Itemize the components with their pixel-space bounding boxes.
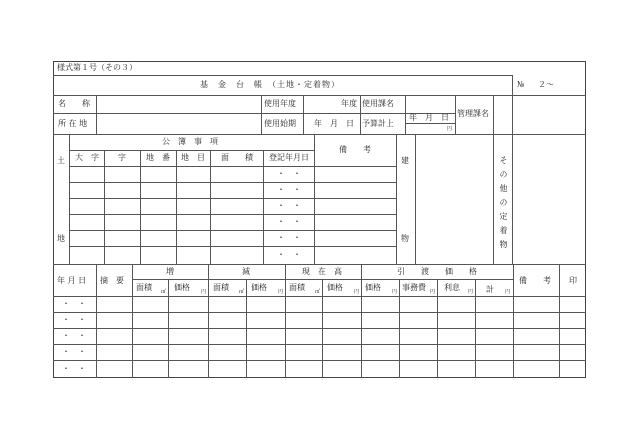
line-land-side <box>69 134 70 264</box>
cur-area-unit: ㎡ <box>315 289 321 295</box>
line-land-row <box>69 230 396 231</box>
ledger-row-date: ・ ・ <box>62 331 86 340</box>
land-row-date: ・ ・ <box>277 201 301 210</box>
land-row-date: ・ ・ <box>277 185 301 194</box>
line-land-col <box>210 150 211 264</box>
budget-yen-unit: 円 <box>447 126 453 132</box>
inc-price-label: 価格 <box>174 283 190 292</box>
line-ledger-col <box>475 279 476 378</box>
line-after-mgmt <box>493 95 494 134</box>
line-header-bottom <box>53 134 586 135</box>
line-ledger-col <box>361 264 362 378</box>
line-land-row <box>69 214 396 215</box>
ledger-grp-increase: 増 <box>166 267 174 276</box>
use-start-label: 使用始期 <box>264 119 296 128</box>
col-chimoku: 地 目 <box>181 153 205 162</box>
line-ledger-col <box>559 264 560 378</box>
ledger-row-date: ・ ・ <box>62 299 86 308</box>
building-side-top: 建 <box>401 156 409 165</box>
land-row-date: ・ ・ <box>277 233 301 242</box>
trans-interest-label: 利息 <box>444 283 460 292</box>
col-touki: 登記年月日 <box>269 153 309 162</box>
line-after-labels <box>96 95 97 134</box>
other-fixtures-label: その他の定着物 <box>499 156 508 254</box>
line-budget-split <box>405 123 455 124</box>
land-row-date: ・ ・ <box>277 169 301 178</box>
col-menseki: 面 積 <box>221 153 253 162</box>
trans-price-label: 価格 <box>365 283 381 292</box>
ledger-col-summary: 摘 要 <box>100 276 124 285</box>
land-side-top: 土 <box>57 156 65 165</box>
cur-price-label: 価格 <box>327 283 343 292</box>
year-unit: 年度 <box>341 99 357 108</box>
no-label: № <box>517 80 525 89</box>
ledger-grp-decrease: 減 <box>242 267 250 276</box>
line-ledger-col <box>285 264 286 378</box>
name-label: 名 称 <box>58 99 90 108</box>
inc-price-unit: 円 <box>201 289 207 295</box>
col-oaza: 大 字 <box>75 153 99 162</box>
line-land-row <box>69 198 396 199</box>
use-year-label: 使用年度 <box>264 99 296 108</box>
dec-area-label: 面積 <box>213 283 229 292</box>
line-before-mgmt <box>455 95 456 134</box>
line-land-col <box>104 150 105 264</box>
land-row-date: ・ ・ <box>277 217 301 226</box>
line-land-row <box>69 246 396 247</box>
line-ledger-col <box>513 264 514 378</box>
line-ledger-col <box>322 279 323 378</box>
line-land-row <box>69 182 396 183</box>
ledger-grp-current: 現 在 高 <box>302 267 342 276</box>
line-ledger-col <box>96 264 97 378</box>
ledger-grp-transfer: 引 渡 価 格 <box>397 267 477 276</box>
line-ledger-col <box>168 279 169 378</box>
dec-price-unit: 円 <box>278 289 284 295</box>
col-chiban: 地 番 <box>146 153 170 162</box>
location-label: 所 在 地 <box>58 119 88 128</box>
use-section-label: 使用課名 <box>362 99 394 108</box>
line-building-side <box>396 134 397 264</box>
line-before-section <box>360 95 361 134</box>
ledger-col-remarks: 備 考 <box>519 276 551 285</box>
inc-area-unit: ㎡ <box>161 289 167 295</box>
line-fixture-side <box>512 134 513 264</box>
start-date-units: 年 月 日 <box>314 119 354 128</box>
line-ledger-col <box>132 264 133 378</box>
line-ledger-col <box>246 279 247 378</box>
trans-fee-unit: 円 <box>430 289 436 295</box>
cur-area-label: 面積 <box>289 283 305 292</box>
form-id: 様式第１号（その３） <box>57 63 137 72</box>
line-land-col <box>314 134 315 264</box>
line-fixture-side <box>493 134 494 264</box>
dec-area-unit: ㎡ <box>239 289 245 295</box>
building-side-bottom: 物 <box>401 234 409 243</box>
line-no-box <box>512 75 513 134</box>
line-land-sub <box>69 150 314 151</box>
ledger-row-date: ・ ・ <box>62 364 86 373</box>
line-ledger-col <box>437 279 438 378</box>
line-land-col <box>263 150 264 264</box>
trans-total-unit: 円 <box>505 289 511 295</box>
public-register-label: 公 簿 事 項 <box>162 137 218 146</box>
line-building-side <box>415 134 416 264</box>
mgmt-section-label: 管理課名 <box>457 109 489 118</box>
inc-area-label: 面積 <box>136 283 152 292</box>
trans-fee-label: 事務費 <box>402 283 426 292</box>
trans-total-label: 計 <box>486 285 494 294</box>
line-ledger-col <box>208 264 209 378</box>
line-land-col <box>140 150 141 264</box>
ledger-title: 基 金 台 帳 （土地・定着物） <box>200 80 340 89</box>
ledger-row-date: ・ ・ <box>62 315 86 324</box>
trans-interest-unit: 円 <box>468 289 474 295</box>
line-after-useyear <box>303 95 304 134</box>
col-aza: 字 <box>118 153 126 162</box>
ledger-col-seal: 印 <box>569 276 577 285</box>
line-ledger-col <box>399 279 400 378</box>
line-under-title <box>53 95 586 96</box>
line-land-colheads <box>69 166 396 167</box>
ledger-row-date: ・ ・ <box>62 347 86 356</box>
land-row-date: ・ ・ <box>277 250 301 259</box>
land-side-bottom: 地 <box>57 234 65 243</box>
budget-label: 予算計上 <box>362 119 394 128</box>
line-name-row <box>53 113 455 114</box>
cur-price-unit: 円 <box>354 289 360 295</box>
ledger-col-date: 年 月 日 <box>57 276 87 285</box>
col-biko: 備 考 <box>339 145 371 154</box>
line-after-section <box>405 95 406 134</box>
budget-date-units: 年 月 日 <box>409 113 449 122</box>
line-under-form-id <box>53 75 512 76</box>
dec-price-label: 価格 <box>251 283 267 292</box>
trans-price-unit: 円 <box>392 289 398 295</box>
line-before-useyear <box>261 95 262 134</box>
no-value: ２～ <box>538 80 554 89</box>
line-land-col <box>176 150 177 264</box>
